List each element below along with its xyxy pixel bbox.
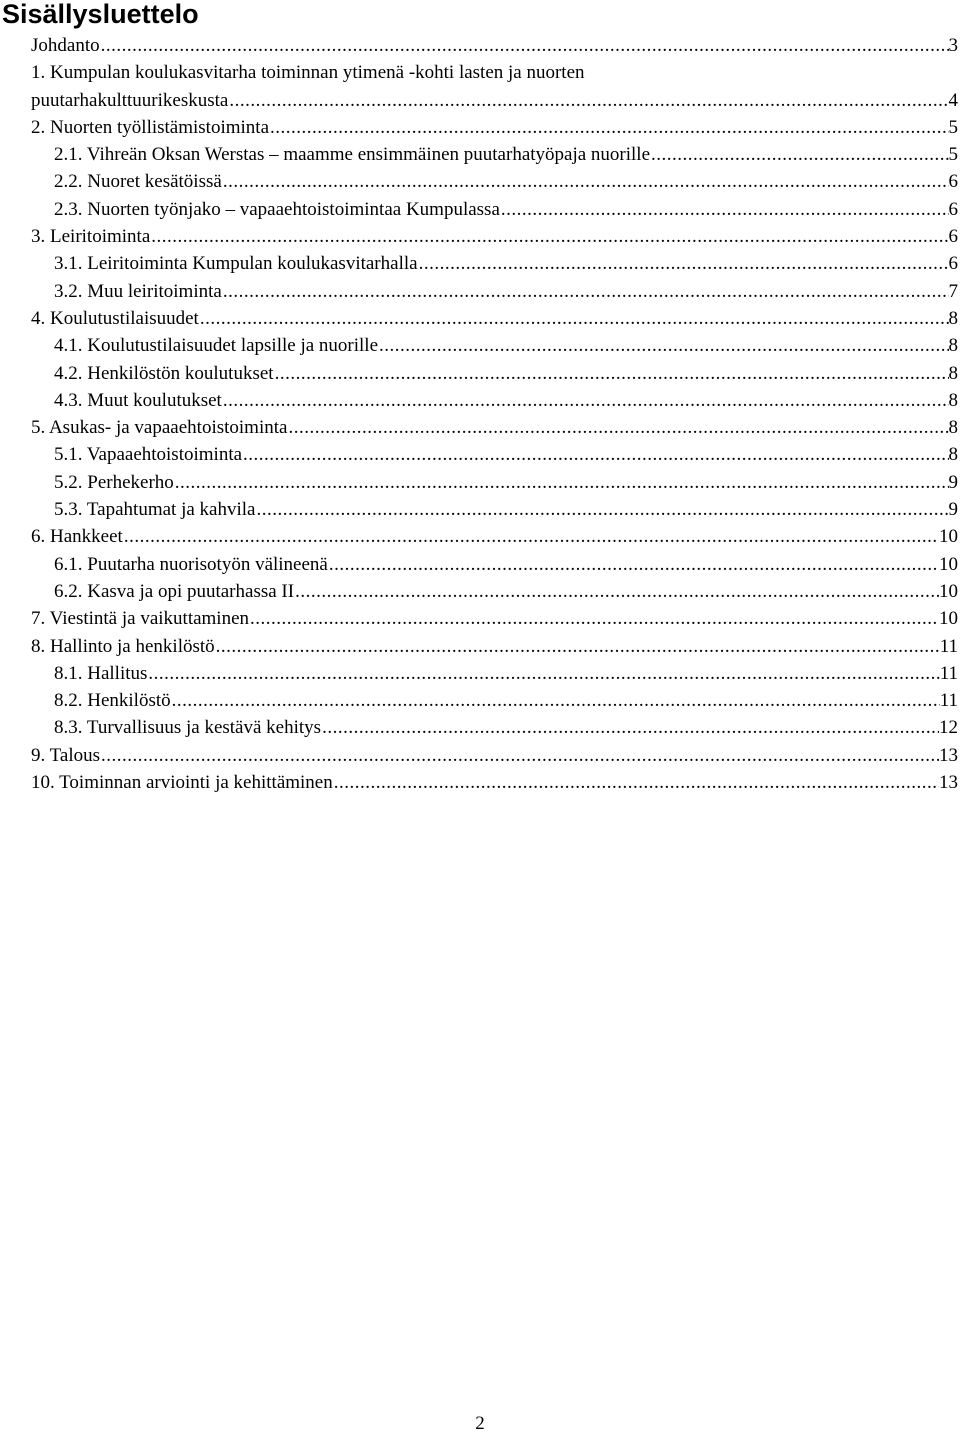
toc-entry-text: 8.3. Turvallisuus ja kestävä kehitys [54, 717, 322, 739]
page-number: 2 [475, 1413, 485, 1434]
toc-leader [215, 633, 940, 660]
toc-leader [287, 414, 948, 441]
toc-leader [222, 278, 949, 305]
toc-leader [321, 714, 939, 741]
toc-entry-page: 13 [939, 772, 958, 794]
toc-entry-text: 2.2. Nuoret kesätöissä [54, 171, 222, 193]
toc-entry-6-1[interactable] [31, 551, 958, 578]
toc-leader [123, 523, 939, 550]
toc-entry-3-1[interactable] [31, 250, 958, 277]
table-of-contents [31, 32, 958, 796]
toc-entry-page: 13 [939, 744, 958, 766]
toc-leader [418, 250, 949, 277]
toc-entry-page: 10 [939, 580, 958, 602]
toc-leader [274, 360, 949, 387]
toc-entry-text: 8.2. Henkilöstö [54, 690, 171, 712]
toc-leader [294, 578, 939, 605]
toc-entry-text: 10. Toiminnan arviointi ja kehittäminen [31, 772, 333, 794]
toc-entry-1[interactable] [31, 87, 958, 114]
toc-entry-text: 5.2. Perhekerho [54, 471, 174, 493]
toc-entry-text: 5.1. Vapaaehtoistoiminta [54, 444, 243, 466]
toc-entry-text: 5.3. Tapahtumat ja kahvila [54, 499, 256, 521]
toc-entry-text-continued: puutarhakulttuurikeskusta [31, 89, 229, 111]
toc-entry-page: 8 [948, 417, 958, 439]
toc-entry-2-1[interactable] [31, 141, 958, 168]
toc-entry-text: 6.1. Puutarha nuorisotyön välineenä [54, 553, 328, 575]
toc-entry-4-2[interactable] [31, 360, 958, 387]
toc-entry-page: 8 [948, 362, 958, 384]
toc-entry-5-1[interactable] [31, 441, 958, 468]
toc-leader [171, 687, 940, 714]
toc-entry-6[interactable] [31, 523, 958, 550]
toc-entry-text: 4.3. Muut koulutukset [54, 389, 222, 411]
toc-entry-page: 3 [948, 35, 958, 56]
toc-entry-text: 3. Leiritoiminta [31, 226, 151, 248]
toc-entry-8-3[interactable] [31, 714, 958, 741]
toc-entry-page: 10 [939, 608, 958, 630]
toc-entry-3-2[interactable] [31, 278, 958, 305]
toc-entry-text: 1. Kumpulan koulukasvitarha toiminnan ytimenä -kohti lasten ja nuorten [31, 62, 585, 84]
toc-entry-text: 8. Hallinto ja henkilöstö [31, 635, 215, 657]
toc-entry-page: 8 [948, 307, 958, 329]
toc-entry-page: 12 [939, 717, 958, 739]
toc-entry-5-3[interactable] [31, 496, 958, 523]
toc-entry-6-2[interactable] [31, 578, 958, 605]
toc-entry-text: 4.2. Henkilöstön koulutukset [54, 362, 274, 384]
toc-leader [100, 32, 949, 59]
toc-entry-page: 4 [948, 89, 958, 111]
toc-entry-page: 9 [948, 499, 958, 521]
toc-leader [333, 769, 939, 796]
toc-leader [174, 469, 949, 496]
toc-entry-text: 3.2. Muu leiritoiminta [54, 280, 222, 302]
toc-leader [199, 305, 949, 332]
toc-entry-5-2[interactable] [31, 469, 958, 496]
toc-leader [100, 742, 939, 769]
toc-entry-text: 5. Asukas- ja vapaaehtoistoiminta [31, 417, 288, 439]
toc-leader [222, 168, 949, 195]
toc-leader [228, 87, 948, 114]
toc-entry-4[interactable] [31, 305, 958, 332]
toc-entry-2-2[interactable] [31, 168, 958, 195]
toc-entry-page: 7 [948, 280, 958, 302]
toc-entry-5[interactable] [31, 414, 958, 441]
toc-entry-page: 8 [948, 389, 958, 411]
toc-entry-text: 9. Talous [31, 744, 101, 766]
toc-entry-8-1[interactable] [31, 660, 958, 687]
toc-entry-3[interactable] [31, 223, 958, 250]
toc-leader [500, 196, 949, 223]
toc-entry-8[interactable] [31, 633, 958, 660]
toc-entry-text: 6. Hankkeet [31, 526, 123, 548]
toc-leader [378, 332, 948, 359]
toc-leader [222, 387, 949, 414]
toc-entry-page: 11 [939, 662, 958, 684]
toc-entry-page: 11 [939, 690, 958, 712]
toc-entry-text: 2. Nuorten työllistämistoiminta [31, 116, 270, 138]
toc-leader [255, 496, 948, 523]
toc-leader [328, 551, 939, 578]
toc-leader [650, 141, 948, 168]
toc-entry-page: 10 [939, 526, 958, 548]
toc-entry-text: 4. Koulutustilaisuudet [31, 307, 199, 329]
toc-entry-page: 11 [939, 635, 958, 657]
toc-leader [249, 605, 939, 632]
toc-entry-text: 7. Viestintä ja vaikuttaminen [31, 608, 250, 630]
toc-entry-4-3[interactable] [31, 387, 958, 414]
toc-entry-page: 6 [948, 198, 958, 220]
toc-entry-text: 2.3. Nuorten työnjako – vapaaehtoistoimintaa Kumpulassa [54, 198, 500, 220]
toc-entry-page: 5 [948, 144, 958, 166]
toc-entry-2-3[interactable] [31, 196, 958, 223]
toc-entry-text: 6.2. Kasva ja opi puutarhassa II [54, 580, 295, 602]
toc-leader [147, 660, 939, 687]
toc-entry-page: 8 [948, 335, 958, 357]
toc-entry-page: 6 [948, 226, 958, 248]
toc-entry-text: 4.1. Koulutustilaisuudet lapsille ja nuorille [54, 335, 379, 357]
toc-leader [242, 441, 948, 468]
toc-entry-9[interactable] [31, 742, 958, 769]
toc-entry-text: 2.1. Vihreän Oksan Werstas – maamme ensimmäinen puutarhatyöpaja nuorille [54, 144, 651, 166]
toc-entry-johdanto[interactable] [31, 32, 958, 59]
toc-entry-4-1[interactable] [31, 332, 958, 359]
toc-leader [150, 223, 948, 250]
toc-entry-7[interactable] [31, 605, 958, 632]
toc-entry-8-2[interactable] [31, 687, 958, 714]
toc-entry-2[interactable] [31, 114, 958, 141]
toc-entry-1-first-line[interactable] [31, 59, 958, 86]
page-title: Sisällysluettelo [2, 0, 199, 29]
toc-entry-10[interactable] [31, 769, 958, 796]
toc-entry-page: 6 [948, 171, 958, 193]
toc-entry-text: Johdanto [31, 35, 100, 56]
toc-leader [269, 114, 948, 141]
toc-entry-page: 9 [948, 471, 958, 493]
toc-entry-text: 3.1. Leiritoiminta Kumpulan koulukasvitarhalla [54, 253, 418, 275]
toc-entry-page: 5 [948, 116, 958, 138]
toc-entry-page: 8 [948, 444, 958, 466]
toc-entry-page: 6 [948, 253, 958, 275]
toc-entry-page: 10 [939, 553, 958, 575]
toc-entry-text: 8.1. Hallitus [54, 662, 148, 684]
